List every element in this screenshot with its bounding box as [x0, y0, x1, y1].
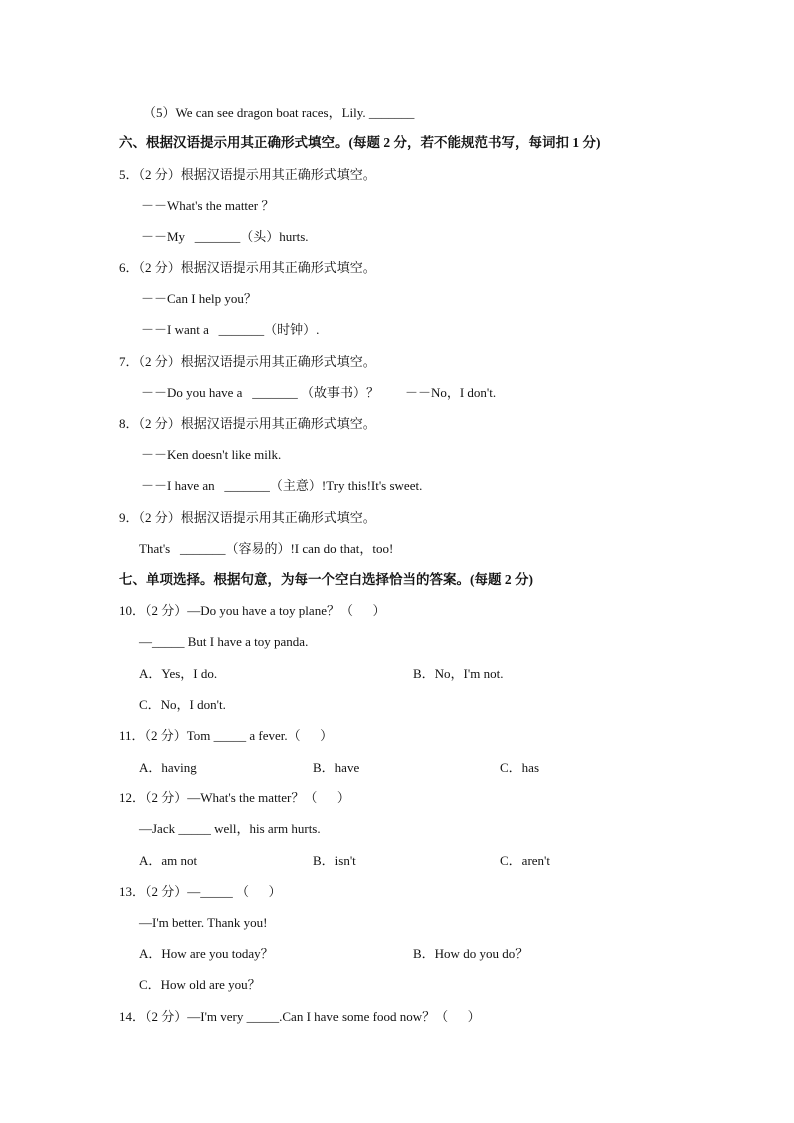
q10-option-a[interactable]: A．Yes，I do.	[139, 666, 218, 681]
q13-stem: 13．（2 分）—_____ （ ）	[119, 884, 282, 899]
q11-option-c[interactable]: C．has	[500, 760, 540, 775]
q4-item-5: （5）We can see dragon boat races，Lily. _______	[143, 105, 415, 120]
q13-option-a[interactable]: A．How are you today？	[139, 946, 274, 961]
q12-option-a[interactable]: A．am not	[139, 853, 198, 868]
q8-line-2: －－I have an _______（主意）!Try this!It's sweet.	[141, 478, 423, 493]
q10-option-b[interactable]: B．No，I'm not.	[413, 666, 504, 681]
q10-line-1: —_____ But I have a toy panda.	[139, 634, 309, 649]
q11-option-a[interactable]: A．having	[139, 760, 197, 775]
q13-option-b[interactable]: B．How do you do？	[413, 946, 529, 961]
q14-stem: 14．（2 分）—I'm very _____.Can I have some food now？（ ）	[119, 1009, 481, 1024]
q5-stem: 5．（2 分）根据汉语提示用其正确形式填空。	[119, 167, 376, 182]
q6-line-1: －－Can I help you？	[141, 291, 257, 306]
q12-line-1: —Jack _____ well，his arm hurts.	[139, 821, 321, 836]
q8-line-1: －－Ken doesn't like milk.	[141, 447, 282, 462]
q12-stem: 12．（2 分）—What's the matter？（ ）	[119, 790, 350, 805]
q6-stem: 6．（2 分）根据汉语提示用其正确形式填空。	[119, 260, 376, 275]
q9-stem: 9．（2 分）根据汉语提示用其正确形式填空。	[119, 510, 376, 525]
q10-option-c[interactable]: C．No，I don't.	[139, 697, 226, 712]
section-6-title: 六、根据汉语提示用其正确形式填空。(每题 2 分，若不能规范书写，每词扣 1 分)	[119, 135, 601, 150]
section-7-title: 七、单项选择。根据句意，为每一个空白选择恰当的答案。(每题 2 分)	[119, 572, 533, 587]
q11-option-b[interactable]: B．have	[313, 760, 360, 775]
q10-stem: 10．（2 分）—Do you have a toy plane？（ ）	[119, 603, 386, 618]
q12-option-b[interactable]: B．isn't	[313, 853, 356, 868]
q7-line-1: －－Do you have a _______ （故事书）？ －－No，I don't.	[141, 385, 497, 400]
q11-stem: 11．（2 分）Tom _____ a fever.（ ）	[119, 728, 334, 743]
q13-option-c[interactable]: C．How old are you？	[139, 977, 261, 992]
q5-line-1: －－What's the matter ？	[141, 198, 275, 213]
q5-line-2: －－My _______（头）hurts.	[141, 229, 309, 244]
q7-stem: 7．（2 分）根据汉语提示用其正确形式填空。	[119, 354, 376, 369]
q6-line-2: －－I want a _______（时钟）.	[141, 322, 320, 337]
q8-stem: 8．（2 分）根据汉语提示用其正确形式填空。	[119, 416, 376, 431]
q12-option-c[interactable]: C．aren't	[500, 853, 550, 868]
q9-line-1: That's _______（容易的）!I can do that，too!	[139, 541, 394, 556]
q13-line-1: —I'm better. Thank you!	[139, 915, 268, 930]
